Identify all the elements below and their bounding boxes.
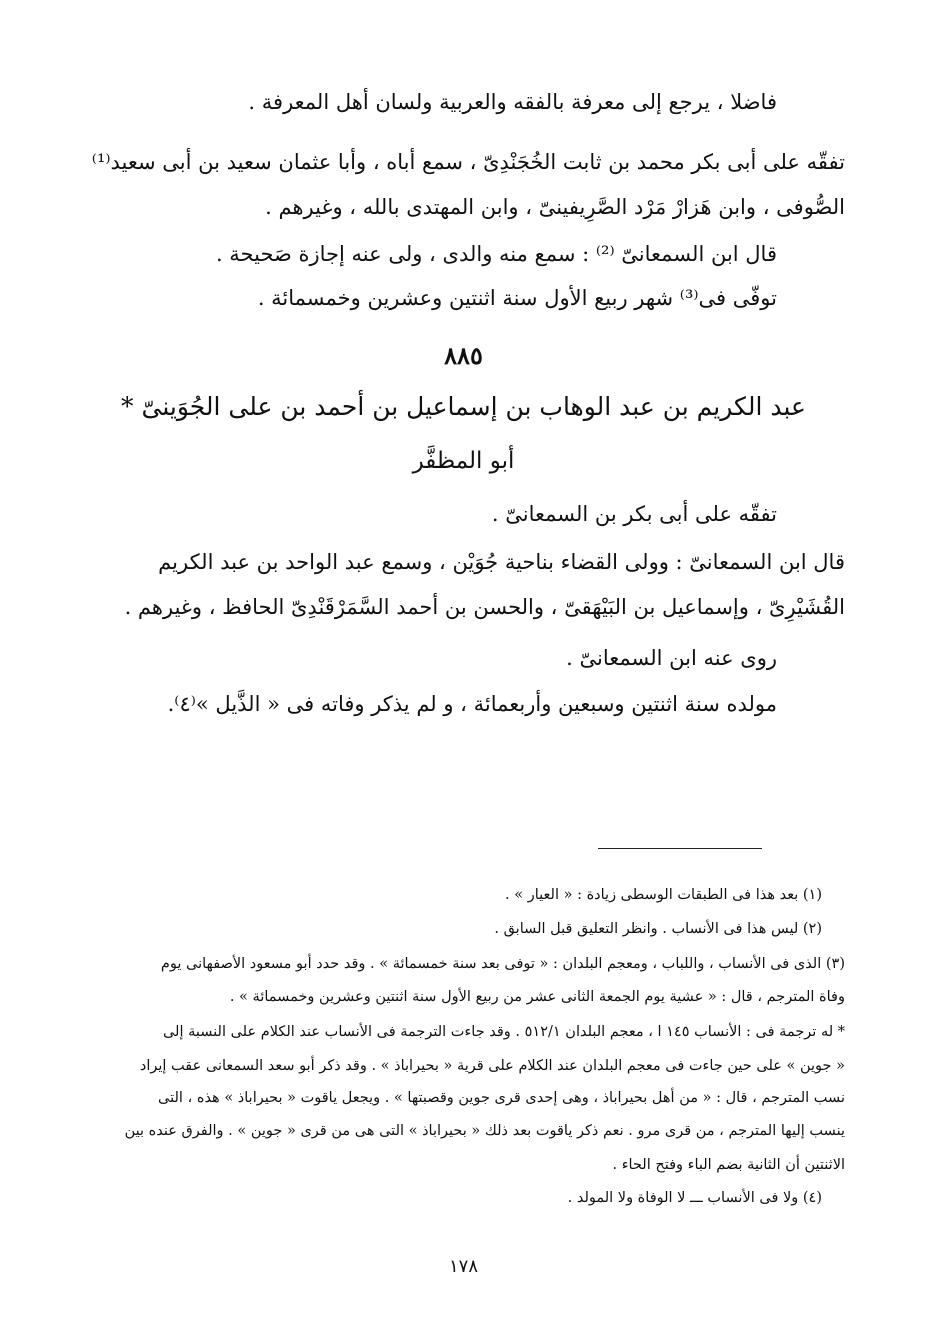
footnote-star-cont-4: الاثنتين أن الثانية بضم الباء وفتح الحاء .	[612, 1157, 845, 1173]
footnote-3: (٣) الذى فى الأنساب ، واللباب ، ومعجم البلدان : « توفى بعد سنة خمسمائة » . وقد حدد أبو مسعود الأصفهانى يوم	[160, 956, 845, 972]
footnote-star-cont-2: نسب المترجم ، قال : « من أهل بحيراباذ ، وهى إحدى قرى جوين وقصبتها » . ويجعل ياقوت « بحيراباذ » هذه ، التى	[158, 1090, 845, 1106]
footnote-3-cont: وفاة المترجم ، قال : « عشية يوم الجمعة الثانى عشر من ربيع الأول سنة اثنتين وعشرين وخمسمائة » .	[229, 989, 845, 1005]
footnote-2: (٢) ليس هذا فى الأنساب . وانظر التعليق قبل السابق .	[494, 921, 822, 937]
body-line-3: الصُّوفى ، وابن هَزارْ مَرْد الصَّرِيفينىّ ، وابن المهتدى بالله ، وغيرهم .	[265, 195, 845, 219]
footnote-divider	[598, 848, 762, 849]
body-line-5: توفّى فى⁽³⁾ شهر ربيع الأول سنة اثنتين وعشرين وخمسمائة .	[257, 286, 777, 310]
entry-line-4: روى عنه ابن السمعانىّ .	[566, 646, 777, 670]
footnote-star-cont-1: « جوين » على حين جاءت فى معجم البلدان عند الكلام على قرية « بحيراباذ » . وقد ذكر أبو سعد السمعانى عقب إيراد	[139, 1058, 845, 1074]
body-line-4: قال ابن السمعانىّ ⁽²⁾ : سمع منه والدى ، ولى عنه إجازة صَحيحة .	[215, 242, 777, 266]
page-number: ١٧٨	[448, 1256, 478, 1277]
footnote-star-cont-3: ينسب إليها المترجم ، من قرى مرو . نعم ذكر ياقوت بعد ذلك « بحيراباذ » التى هى من قرى « جوين » . والفرق عنده بين	[124, 1123, 845, 1139]
body-line-1: فاضلا ، يرجع إلى معرفة بالفقه والعربية ولسان أهل المعرفة .	[248, 90, 777, 114]
entry-line-5: مولده سنة اثنتين وسبعين وأربعمائة ، و لم يذكر وفاته فى « الذَّيل »⁽٤⁾.	[167, 692, 777, 716]
footnote-star: * له ترجمة فى : الأنساب ١٤٥ ا ، معجم البلدان ٥١٢/١ . وقد جاءت الترجمة فى الأنساب عند الكلام على النسبة إلى	[162, 1024, 845, 1040]
footnote-4: (٤) ولا فى الأنساب ـــ لا الوفاة ولا المولد .	[567, 1190, 822, 1206]
body-line-2: تفقّه على أبى بكر محمد بن ثابت الخُجَنْدِىّ ، سمع أباه ، وأبا عثمان سعيد بن أبى سعيد⁽¹⁾	[91, 150, 845, 174]
footnote-1: (١) بعد هذا فى الطبقات الوسطى زيادة : « العيار » .	[505, 887, 822, 903]
entry-line-1: تفقّه على أبى بكر بن السمعانىّ .	[491, 502, 777, 526]
entry-number: ٨٨٥	[444, 341, 483, 370]
entry-name: عبد الكريم بن عبد الوهاب بن إسماعيل بن أحمد بن على الجُوَينىّ *	[121, 392, 806, 421]
entry-kunya: أبو المظفَّر	[412, 448, 515, 474]
entry-line-2: قال ابن السمعانىّ : وولى القضاء بناحية جُوَيْن ، وسمع عبد الواحد بن عبد الكريم	[158, 550, 845, 574]
entry-line-3: القُشَيْرِىّ ، وإسماعيل بن البَيْهَقىّ ، والحسن بن أحمد السَّمَرْقَنْدِىّ الحافظ ، وغيرهم .	[124, 595, 845, 619]
